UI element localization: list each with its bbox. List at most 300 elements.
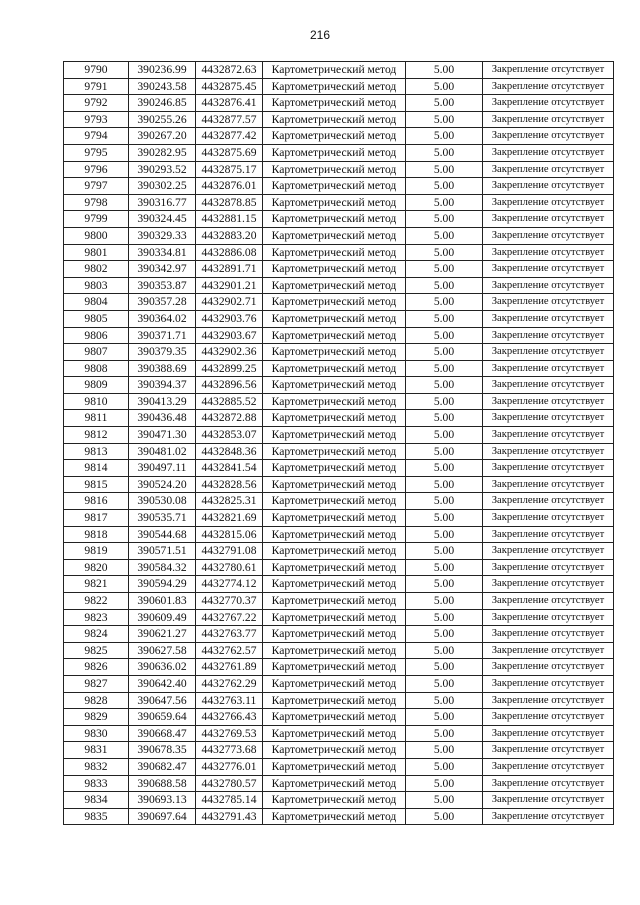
x-coordinate-cell: 390594.29 bbox=[129, 576, 196, 593]
method-cell: Картометрический метод bbox=[263, 725, 406, 742]
table-row bbox=[64, 493, 614, 510]
x-coordinate-cell: 390471.30 bbox=[129, 427, 196, 444]
accuracy-cell: 5.00 bbox=[406, 128, 483, 145]
coordinates-table-body bbox=[64, 62, 614, 825]
y-coordinate-cell: 4432875.17 bbox=[196, 161, 263, 178]
table-row bbox=[64, 675, 614, 692]
method-cell: Картометрический метод bbox=[263, 493, 406, 510]
fixation-cell: Закрепление отсутствует bbox=[483, 194, 614, 211]
method-cell: Картометрический метод bbox=[263, 792, 406, 809]
y-coordinate-cell: 4432791.08 bbox=[196, 543, 263, 560]
table-row bbox=[64, 593, 614, 610]
table-row bbox=[64, 310, 614, 327]
accuracy-cell: 5.00 bbox=[406, 393, 483, 410]
fixation-cell: Закрепление отсутствует bbox=[483, 144, 614, 161]
method-cell: Картометрический метод bbox=[263, 742, 406, 759]
method-cell: Картометрический метод bbox=[263, 609, 406, 626]
x-coordinate-cell: 390302.25 bbox=[129, 178, 196, 195]
method-cell: Картометрический метод bbox=[263, 543, 406, 560]
method-cell: Картометрический метод bbox=[263, 327, 406, 344]
method-cell: Картометрический метод bbox=[263, 808, 406, 825]
table-row bbox=[64, 526, 614, 543]
x-coordinate-cell: 390584.32 bbox=[129, 559, 196, 576]
x-coordinate-cell: 390282.95 bbox=[129, 144, 196, 161]
point-number-cell: 9802 bbox=[64, 261, 129, 278]
y-coordinate-cell: 4432902.71 bbox=[196, 294, 263, 311]
coordinates-table bbox=[63, 61, 614, 825]
point-number-cell: 9823 bbox=[64, 609, 129, 626]
accuracy-cell: 5.00 bbox=[406, 294, 483, 311]
table-row bbox=[64, 393, 614, 410]
accuracy-cell: 5.00 bbox=[406, 78, 483, 95]
accuracy-cell: 5.00 bbox=[406, 510, 483, 527]
fixation-cell: Закрепление отсутствует bbox=[483, 294, 614, 311]
accuracy-cell: 5.00 bbox=[406, 161, 483, 178]
fixation-cell: Закрепление отсутствует bbox=[483, 526, 614, 543]
fixation-cell: Закрепление отсутствует bbox=[483, 792, 614, 809]
fixation-cell: Закрепление отсутствует bbox=[483, 642, 614, 659]
table-row bbox=[64, 128, 614, 145]
y-coordinate-cell: 4432886.08 bbox=[196, 244, 263, 261]
method-cell: Картометрический метод bbox=[263, 78, 406, 95]
accuracy-cell: 5.00 bbox=[406, 476, 483, 493]
method-cell: Картометрический метод bbox=[263, 758, 406, 775]
point-number-cell: 9793 bbox=[64, 111, 129, 128]
point-number-cell: 9822 bbox=[64, 593, 129, 610]
point-number-cell: 9817 bbox=[64, 510, 129, 527]
method-cell: Картометрический метод bbox=[263, 659, 406, 676]
accuracy-cell: 5.00 bbox=[406, 808, 483, 825]
x-coordinate-cell: 390324.45 bbox=[129, 211, 196, 228]
point-number-cell: 9801 bbox=[64, 244, 129, 261]
accuracy-cell: 5.00 bbox=[406, 443, 483, 460]
accuracy-cell: 5.00 bbox=[406, 144, 483, 161]
y-coordinate-cell: 4432773.68 bbox=[196, 742, 263, 759]
fixation-cell: Закрепление отсутствует bbox=[483, 725, 614, 742]
x-coordinate-cell: 390342.97 bbox=[129, 261, 196, 278]
y-coordinate-cell: 4432776.01 bbox=[196, 758, 263, 775]
x-coordinate-cell: 390688.58 bbox=[129, 775, 196, 792]
table-row bbox=[64, 709, 614, 726]
method-cell: Картометрический метод bbox=[263, 775, 406, 792]
y-coordinate-cell: 4432774.12 bbox=[196, 576, 263, 593]
y-coordinate-cell: 4432762.29 bbox=[196, 675, 263, 692]
point-number-cell: 9811 bbox=[64, 410, 129, 427]
method-cell: Картометрический метод bbox=[263, 261, 406, 278]
point-number-cell: 9796 bbox=[64, 161, 129, 178]
x-coordinate-cell: 390334.81 bbox=[129, 244, 196, 261]
method-cell: Картометрический метод bbox=[263, 144, 406, 161]
table-row bbox=[64, 95, 614, 112]
accuracy-cell: 5.00 bbox=[406, 725, 483, 742]
point-number-cell: 9833 bbox=[64, 775, 129, 792]
fixation-cell: Закрепление отсутствует bbox=[483, 327, 614, 344]
point-number-cell: 9790 bbox=[64, 62, 129, 79]
accuracy-cell: 5.00 bbox=[406, 692, 483, 709]
x-coordinate-cell: 390293.52 bbox=[129, 161, 196, 178]
point-number-cell: 9824 bbox=[64, 626, 129, 643]
y-coordinate-cell: 4432881.15 bbox=[196, 211, 263, 228]
table-row bbox=[64, 443, 614, 460]
x-coordinate-cell: 390267.20 bbox=[129, 128, 196, 145]
accuracy-cell: 5.00 bbox=[406, 626, 483, 643]
table-row bbox=[64, 78, 614, 95]
table-row bbox=[64, 178, 614, 195]
point-number-cell: 9828 bbox=[64, 692, 129, 709]
table-row bbox=[64, 742, 614, 759]
accuracy-cell: 5.00 bbox=[406, 593, 483, 610]
table-row bbox=[64, 808, 614, 825]
x-coordinate-cell: 390236.99 bbox=[129, 62, 196, 79]
point-number-cell: 9795 bbox=[64, 144, 129, 161]
fixation-cell: Закрепление отсутствует bbox=[483, 460, 614, 477]
fixation-cell: Закрепление отсутствует bbox=[483, 277, 614, 294]
point-number-cell: 9829 bbox=[64, 709, 129, 726]
fixation-cell: Закрепление отсутствует bbox=[483, 709, 614, 726]
table-row bbox=[64, 460, 614, 477]
point-number-cell: 9804 bbox=[64, 294, 129, 311]
method-cell: Картометрический метод bbox=[263, 593, 406, 610]
table-row bbox=[64, 261, 614, 278]
y-coordinate-cell: 4432902.36 bbox=[196, 344, 263, 361]
accuracy-cell: 5.00 bbox=[406, 709, 483, 726]
method-cell: Картометрический метод bbox=[263, 194, 406, 211]
accuracy-cell: 5.00 bbox=[406, 111, 483, 128]
method-cell: Картометрический метод bbox=[263, 227, 406, 244]
x-coordinate-cell: 390647.56 bbox=[129, 692, 196, 709]
y-coordinate-cell: 4432875.45 bbox=[196, 78, 263, 95]
fixation-cell: Закрепление отсутствует bbox=[483, 95, 614, 112]
fixation-cell: Закрепление отсутствует bbox=[483, 344, 614, 361]
table-row bbox=[64, 792, 614, 809]
x-coordinate-cell: 390697.64 bbox=[129, 808, 196, 825]
point-number-cell: 9813 bbox=[64, 443, 129, 460]
fixation-cell: Закрепление отсутствует bbox=[483, 510, 614, 527]
accuracy-cell: 5.00 bbox=[406, 62, 483, 79]
accuracy-cell: 5.00 bbox=[406, 377, 483, 394]
table-row bbox=[64, 692, 614, 709]
x-coordinate-cell: 390627.58 bbox=[129, 642, 196, 659]
accuracy-cell: 5.00 bbox=[406, 427, 483, 444]
fixation-cell: Закрепление отсутствует bbox=[483, 211, 614, 228]
point-number-cell: 9832 bbox=[64, 758, 129, 775]
accuracy-cell: 5.00 bbox=[406, 742, 483, 759]
table-row bbox=[64, 659, 614, 676]
y-coordinate-cell: 4432841.54 bbox=[196, 460, 263, 477]
accuracy-cell: 5.00 bbox=[406, 642, 483, 659]
method-cell: Картометрический метод bbox=[263, 244, 406, 261]
table-row bbox=[64, 211, 614, 228]
y-coordinate-cell: 4432891.71 bbox=[196, 261, 263, 278]
x-coordinate-cell: 390659.64 bbox=[129, 709, 196, 726]
x-coordinate-cell: 390524.20 bbox=[129, 476, 196, 493]
method-cell: Картометрический метод bbox=[263, 161, 406, 178]
x-coordinate-cell: 390481.02 bbox=[129, 443, 196, 460]
table-row bbox=[64, 111, 614, 128]
point-number-cell: 9809 bbox=[64, 377, 129, 394]
fixation-cell: Закрепление отсутствует bbox=[483, 808, 614, 825]
point-number-cell: 9835 bbox=[64, 808, 129, 825]
accuracy-cell: 5.00 bbox=[406, 792, 483, 809]
table-row bbox=[64, 626, 614, 643]
x-coordinate-cell: 390601.83 bbox=[129, 593, 196, 610]
accuracy-cell: 5.00 bbox=[406, 526, 483, 543]
point-number-cell: 9794 bbox=[64, 128, 129, 145]
y-coordinate-cell: 4432770.37 bbox=[196, 593, 263, 610]
point-number-cell: 9818 bbox=[64, 526, 129, 543]
table-row bbox=[64, 277, 614, 294]
method-cell: Картометрический метод bbox=[263, 277, 406, 294]
accuracy-cell: 5.00 bbox=[406, 675, 483, 692]
table-row bbox=[64, 327, 614, 344]
fixation-cell: Закрепление отсутствует bbox=[483, 742, 614, 759]
point-number-cell: 9798 bbox=[64, 194, 129, 211]
x-coordinate-cell: 390497.11 bbox=[129, 460, 196, 477]
y-coordinate-cell: 4432821.69 bbox=[196, 510, 263, 527]
table-row bbox=[64, 294, 614, 311]
y-coordinate-cell: 4432885.52 bbox=[196, 393, 263, 410]
accuracy-cell: 5.00 bbox=[406, 659, 483, 676]
method-cell: Картометрический метод bbox=[263, 642, 406, 659]
x-coordinate-cell: 390571.51 bbox=[129, 543, 196, 560]
x-coordinate-cell: 390436.48 bbox=[129, 410, 196, 427]
accuracy-cell: 5.00 bbox=[406, 493, 483, 510]
x-coordinate-cell: 390371.71 bbox=[129, 327, 196, 344]
accuracy-cell: 5.00 bbox=[406, 410, 483, 427]
accuracy-cell: 5.00 bbox=[406, 178, 483, 195]
y-coordinate-cell: 4432903.67 bbox=[196, 327, 263, 344]
fixation-cell: Закрепление отсутствует bbox=[483, 261, 614, 278]
method-cell: Картометрический метод bbox=[263, 476, 406, 493]
fixation-cell: Закрепление отсутствует bbox=[483, 427, 614, 444]
fixation-cell: Закрепление отсутствует bbox=[483, 128, 614, 145]
point-number-cell: 9825 bbox=[64, 642, 129, 659]
y-coordinate-cell: 4432848.36 bbox=[196, 443, 263, 460]
method-cell: Картометрический метод bbox=[263, 310, 406, 327]
table-row bbox=[64, 725, 614, 742]
x-coordinate-cell: 390642.40 bbox=[129, 675, 196, 692]
y-coordinate-cell: 4432903.76 bbox=[196, 310, 263, 327]
method-cell: Картометрический метод bbox=[263, 692, 406, 709]
fixation-cell: Закрепление отсутствует bbox=[483, 758, 614, 775]
point-number-cell: 9821 bbox=[64, 576, 129, 593]
fixation-cell: Закрепление отсутствует bbox=[483, 161, 614, 178]
method-cell: Картометрический метод bbox=[263, 427, 406, 444]
fixation-cell: Закрепление отсутствует bbox=[483, 111, 614, 128]
point-number-cell: 9792 bbox=[64, 95, 129, 112]
point-number-cell: 9819 bbox=[64, 543, 129, 560]
fixation-cell: Закрепление отсутствует bbox=[483, 775, 614, 792]
y-coordinate-cell: 4432883.20 bbox=[196, 227, 263, 244]
point-number-cell: 9816 bbox=[64, 493, 129, 510]
point-number-cell: 9827 bbox=[64, 675, 129, 692]
fixation-cell: Закрепление отсутствует bbox=[483, 559, 614, 576]
accuracy-cell: 5.00 bbox=[406, 211, 483, 228]
y-coordinate-cell: 4432899.25 bbox=[196, 360, 263, 377]
point-number-cell: 9803 bbox=[64, 277, 129, 294]
fixation-cell: Закрепление отсутствует bbox=[483, 393, 614, 410]
y-coordinate-cell: 4432791.43 bbox=[196, 808, 263, 825]
y-coordinate-cell: 4432761.89 bbox=[196, 659, 263, 676]
table-row bbox=[64, 427, 614, 444]
point-number-cell: 9797 bbox=[64, 178, 129, 195]
y-coordinate-cell: 4432872.63 bbox=[196, 62, 263, 79]
y-coordinate-cell: 4432815.06 bbox=[196, 526, 263, 543]
table-row bbox=[64, 244, 614, 261]
fixation-cell: Закрепление отсутствует bbox=[483, 377, 614, 394]
x-coordinate-cell: 390353.87 bbox=[129, 277, 196, 294]
method-cell: Картометрический метод bbox=[263, 111, 406, 128]
accuracy-cell: 5.00 bbox=[406, 559, 483, 576]
fixation-cell: Закрепление отсутствует bbox=[483, 675, 614, 692]
table-row bbox=[64, 227, 614, 244]
accuracy-cell: 5.00 bbox=[406, 758, 483, 775]
table-row bbox=[64, 360, 614, 377]
table-row bbox=[64, 758, 614, 775]
x-coordinate-cell: 390246.85 bbox=[129, 95, 196, 112]
x-coordinate-cell: 390668.47 bbox=[129, 725, 196, 742]
point-number-cell: 9831 bbox=[64, 742, 129, 759]
x-coordinate-cell: 390357.28 bbox=[129, 294, 196, 311]
fixation-cell: Закрепление отсутствует bbox=[483, 360, 614, 377]
point-number-cell: 9815 bbox=[64, 476, 129, 493]
x-coordinate-cell: 390413.29 bbox=[129, 393, 196, 410]
accuracy-cell: 5.00 bbox=[406, 194, 483, 211]
method-cell: Картометрический метод bbox=[263, 526, 406, 543]
accuracy-cell: 5.00 bbox=[406, 576, 483, 593]
x-coordinate-cell: 390329.33 bbox=[129, 227, 196, 244]
method-cell: Картометрический метод bbox=[263, 460, 406, 477]
point-number-cell: 9807 bbox=[64, 344, 129, 361]
x-coordinate-cell: 390682.47 bbox=[129, 758, 196, 775]
table-row bbox=[64, 194, 614, 211]
method-cell: Картометрический метод bbox=[263, 443, 406, 460]
x-coordinate-cell: 390388.69 bbox=[129, 360, 196, 377]
point-number-cell: 9799 bbox=[64, 211, 129, 228]
fixation-cell: Закрепление отсутствует bbox=[483, 244, 614, 261]
fixation-cell: Закрепление отсутствует bbox=[483, 78, 614, 95]
method-cell: Картометрический метод bbox=[263, 211, 406, 228]
method-cell: Картометрический метод bbox=[263, 344, 406, 361]
x-coordinate-cell: 390394.37 bbox=[129, 377, 196, 394]
table-row bbox=[64, 62, 614, 79]
point-number-cell: 9820 bbox=[64, 559, 129, 576]
y-coordinate-cell: 4432828.56 bbox=[196, 476, 263, 493]
x-coordinate-cell: 390609.49 bbox=[129, 609, 196, 626]
table-row bbox=[64, 510, 614, 527]
method-cell: Картометрический метод bbox=[263, 294, 406, 311]
y-coordinate-cell: 4432877.42 bbox=[196, 128, 263, 145]
table-row bbox=[64, 344, 614, 361]
method-cell: Картометрический метод bbox=[263, 128, 406, 145]
y-coordinate-cell: 4432825.31 bbox=[196, 493, 263, 510]
method-cell: Картометрический метод bbox=[263, 559, 406, 576]
method-cell: Картометрический метод bbox=[263, 377, 406, 394]
y-coordinate-cell: 4432901.21 bbox=[196, 277, 263, 294]
y-coordinate-cell: 4432876.41 bbox=[196, 95, 263, 112]
accuracy-cell: 5.00 bbox=[406, 344, 483, 361]
method-cell: Картометрический метод bbox=[263, 178, 406, 195]
fixation-cell: Закрепление отсутствует bbox=[483, 62, 614, 79]
fixation-cell: Закрепление отсутствует bbox=[483, 310, 614, 327]
method-cell: Картометрический метод bbox=[263, 675, 406, 692]
method-cell: Картометрический метод bbox=[263, 709, 406, 726]
point-number-cell: 9805 bbox=[64, 310, 129, 327]
y-coordinate-cell: 4432853.07 bbox=[196, 427, 263, 444]
y-coordinate-cell: 4432896.56 bbox=[196, 377, 263, 394]
x-coordinate-cell: 390255.26 bbox=[129, 111, 196, 128]
fixation-cell: Закрепление отсутствует bbox=[483, 227, 614, 244]
accuracy-cell: 5.00 bbox=[406, 360, 483, 377]
point-number-cell: 9810 bbox=[64, 393, 129, 410]
fixation-cell: Закрепление отсутствует bbox=[483, 576, 614, 593]
x-coordinate-cell: 390693.13 bbox=[129, 792, 196, 809]
table-row bbox=[64, 144, 614, 161]
y-coordinate-cell: 4432769.53 bbox=[196, 725, 263, 742]
y-coordinate-cell: 4432875.69 bbox=[196, 144, 263, 161]
y-coordinate-cell: 4432766.43 bbox=[196, 709, 263, 726]
table-row bbox=[64, 559, 614, 576]
method-cell: Картометрический метод bbox=[263, 62, 406, 79]
y-coordinate-cell: 4432878.85 bbox=[196, 194, 263, 211]
method-cell: Картометрический метод bbox=[263, 393, 406, 410]
y-coordinate-cell: 4432780.57 bbox=[196, 775, 263, 792]
x-coordinate-cell: 390621.27 bbox=[129, 626, 196, 643]
x-coordinate-cell: 390678.35 bbox=[129, 742, 196, 759]
fixation-cell: Закрепление отсутствует bbox=[483, 593, 614, 610]
fixation-cell: Закрепление отсутствует bbox=[483, 609, 614, 626]
accuracy-cell: 5.00 bbox=[406, 609, 483, 626]
y-coordinate-cell: 4432780.61 bbox=[196, 559, 263, 576]
point-number-cell: 9834 bbox=[64, 792, 129, 809]
page-number: 216 bbox=[309, 28, 331, 42]
x-coordinate-cell: 390243.58 bbox=[129, 78, 196, 95]
accuracy-cell: 5.00 bbox=[406, 310, 483, 327]
method-cell: Картометрический метод bbox=[263, 510, 406, 527]
point-number-cell: 9806 bbox=[64, 327, 129, 344]
point-number-cell: 9812 bbox=[64, 427, 129, 444]
table-row bbox=[64, 576, 614, 593]
method-cell: Картометрический метод bbox=[263, 410, 406, 427]
fixation-cell: Закрепление отсутствует bbox=[483, 410, 614, 427]
x-coordinate-cell: 390535.71 bbox=[129, 510, 196, 527]
fixation-cell: Закрепление отсутствует bbox=[483, 178, 614, 195]
table-row bbox=[64, 476, 614, 493]
point-number-cell: 9830 bbox=[64, 725, 129, 742]
accuracy-cell: 5.00 bbox=[406, 543, 483, 560]
point-number-cell: 9826 bbox=[64, 659, 129, 676]
y-coordinate-cell: 4432876.01 bbox=[196, 178, 263, 195]
point-number-cell: 9814 bbox=[64, 460, 129, 477]
y-coordinate-cell: 4432767.22 bbox=[196, 609, 263, 626]
method-cell: Картометрический метод bbox=[263, 626, 406, 643]
fixation-cell: Закрепление отсутствует bbox=[483, 659, 614, 676]
method-cell: Картометрический метод bbox=[263, 576, 406, 593]
accuracy-cell: 5.00 bbox=[406, 460, 483, 477]
y-coordinate-cell: 4432763.11 bbox=[196, 692, 263, 709]
fixation-cell: Закрепление отсутствует bbox=[483, 476, 614, 493]
table-row bbox=[64, 543, 614, 560]
x-coordinate-cell: 390530.08 bbox=[129, 493, 196, 510]
x-coordinate-cell: 390379.35 bbox=[129, 344, 196, 361]
x-coordinate-cell: 390636.02 bbox=[129, 659, 196, 676]
table-row bbox=[64, 410, 614, 427]
x-coordinate-cell: 390364.02 bbox=[129, 310, 196, 327]
fixation-cell: Закрепление отсутствует bbox=[483, 543, 614, 560]
y-coordinate-cell: 4432872.88 bbox=[196, 410, 263, 427]
accuracy-cell: 5.00 bbox=[406, 327, 483, 344]
y-coordinate-cell: 4432785.14 bbox=[196, 792, 263, 809]
